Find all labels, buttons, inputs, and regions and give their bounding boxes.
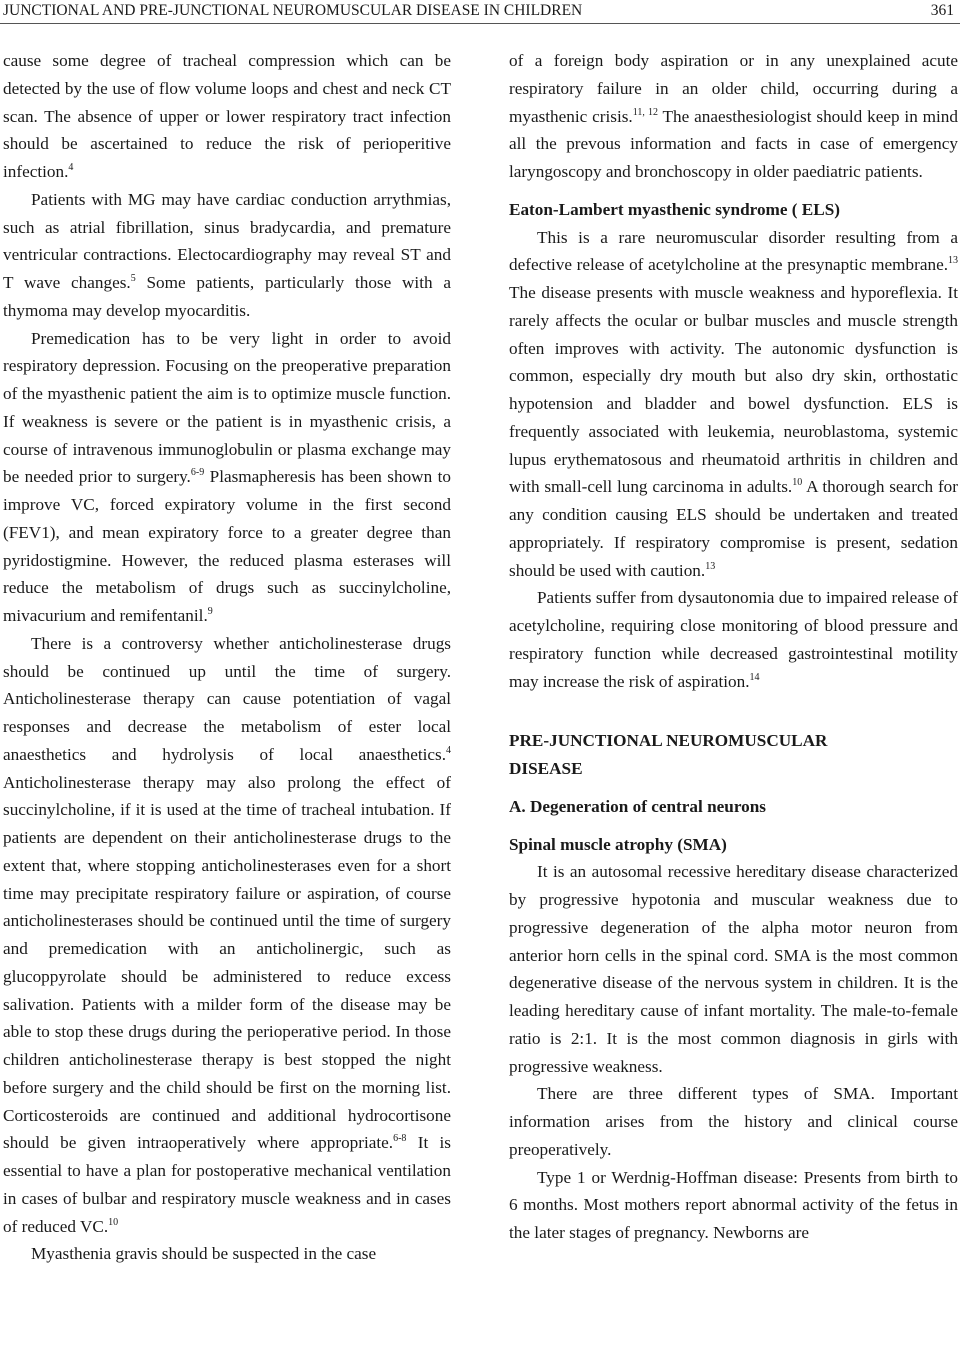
paragraph-text: There are three different types of SMA. Important information arises from the history and clinical course preoperatively. bbox=[509, 1084, 958, 1159]
citation-ref: 6-9 bbox=[190, 467, 205, 479]
running-header bbox=[0, 0, 960, 24]
paragraph-text: Some patients, particularly those with a thymoma may develop myocarditis. bbox=[3, 273, 451, 320]
paragraph bbox=[509, 1080, 958, 1163]
paragraph-text: Plasmapheresis has been shown to improve VC, forced expiratory volume in the first second (FEV1), and mean expiratory force to a greater degree than pyridostigmine. However, the reduced plasma esterases will reduce the metabolism of drugs such as succinylcholine, mivacurium and remifentanil. bbox=[3, 467, 452, 625]
subsection-heading-a: A. Degeneration of central neurons bbox=[509, 796, 766, 816]
paragraph-text: Myasthenia gravis should be suspected in the case bbox=[31, 1244, 377, 1264]
spacer bbox=[509, 186, 958, 196]
heading-line: PRE-JUNCTIONAL NEUROMUSCULAR bbox=[509, 731, 828, 751]
paragraph-text: This is a rare neuromuscular disorder resulting from a defective release of acetylcholine at the presynaptic membrane. bbox=[509, 227, 958, 275]
citation-ref: 14 bbox=[749, 671, 760, 683]
citation-ref: 13 bbox=[948, 255, 958, 267]
paragraph bbox=[3, 1240, 451, 1268]
heading-line: DISEASE bbox=[509, 759, 583, 778]
citation-ref: 4 bbox=[446, 744, 451, 756]
left-column bbox=[3, 47, 451, 1268]
paragraph-text: Patients suffer from dysautonomia due to impaired release of acetylcholine, requiring close monitoring of blood pressure and respiratory function while decreased gastrointestinal motility may increase the risk of aspiration. bbox=[509, 588, 958, 691]
paragraph-text: There is a controversy whether anticholinesterase drugs should be continued up until the time of surgery. Anticholinesterase therapy can cause potentiation of vagal responses and decrease the metabolism of ester local anaesthetics and hydrolysis of local anaesthetics. bbox=[3, 633, 451, 764]
citation-ref: 4 bbox=[68, 162, 74, 173]
citation-ref: 11, 12 bbox=[632, 106, 658, 118]
paragraph-text: A thorough search for any condition causing ELS should be undertaken and treated appropriately. If respiratory compromise is present, sedation should be used with caution. bbox=[509, 477, 958, 580]
paragraph bbox=[509, 584, 958, 695]
spacer bbox=[509, 695, 958, 727]
paragraph-text: Patients with MG may have cardiac conduction arrythmias, such as atrial fibrillation, sinus bradycardia, and premature ventricular contractions. Electocardiography may reveal ST and T wave changes. bbox=[3, 189, 451, 292]
paragraph-text: It is essential to have a plan for postoperative mechanical ventilation in cases of bulbar and respiratory muscle weakness and in cases of reduced VC. bbox=[3, 1133, 451, 1236]
section-heading-main bbox=[509, 727, 958, 783]
citation-ref: 13 bbox=[705, 560, 716, 572]
running-title: JUNCTIONAL AND PRE-JUNCTIONAL NEUROMUSCULAR DISEASE IN CHILDREN bbox=[3, 2, 583, 19]
citation-ref: 10 bbox=[792, 477, 803, 489]
spacer bbox=[509, 783, 958, 793]
paragraph bbox=[3, 325, 451, 630]
paragraph-text: The disease presents with muscle weakness and hyporeflexia. It rarely affects the ocular or bulbar muscles and muscle strength often improves with activity. The autonomic dysfunction is common, especially dry mouth but also dry skin, orthostatic hypotension and bladder and bowel dysfunction. ELS is frequently associated with leukemia, neuroblastoma, systemic lupus erythematosous and rheumatoid arthritis in children and with small-cell lung carcinoma in adults. bbox=[509, 283, 958, 497]
right-column bbox=[509, 47, 958, 1247]
paragraph bbox=[509, 1164, 958, 1247]
paragraph-text: Type 1 or Werdnig-Hoffman disease: Presents from birth to 6 months. Most mothers report abnormal activity of the fetus in the later stages of pregnancy. Newborns are bbox=[509, 1167, 958, 1242]
paragraph-text: cause some degree of tracheal compression which can be detected by the use of flow volume loops and chest and neck CT scan. The absence of upper or lower respiratory tract infection should be ascertained to reduce the risk of perioperitive infection. bbox=[3, 51, 451, 181]
paragraph-text: of a foreign body aspiration or in any unexplained acute respiratory failure in an older child, occurring during a myasthenic crisis. bbox=[509, 51, 958, 126]
paragraph-text: Anticholinesterase therapy may also prolong the effect of succinylcholine, if it is used at the time of tracheal intubation. If patients are dependent on their anticholinesterase drugs to the extent that, where stopping anticholinesterases even for a short time may precipitate respiratory failure or aspiration, of course anticholinesterases should be continued until the time of surgery and premedication with an anticholinergic, such as glucoppyrolate should be administered to reduce excess salivation. Patients with a milder form of the disease may be able to stop these drugs during the perioperative period. In those children anticholinesterase therapy is best stopped the night before surgery and the child should be first on the morning list. Corticosteroids are continued and additional hydrocortisone should be given intraoperatively where appropriate. bbox=[3, 772, 451, 1153]
paragraph bbox=[509, 858, 958, 1080]
paragraph bbox=[3, 630, 451, 1241]
citation-ref: 6-8 bbox=[393, 1133, 407, 1145]
paragraph bbox=[3, 186, 451, 325]
citation-ref: 10 bbox=[108, 1216, 119, 1228]
citation-ref: 5 bbox=[130, 273, 136, 284]
paragraph-text: Premedication has to be very light in order to avoid respiratory depression. Focusing on the preoperative preparation of the myasthenic patient the aim is to optimize muscle function. If weakness is severe or the patient is in myasthenic crisis, a course of intravenous immunoglobulin or plasma exchange may be needed prior to surgery. bbox=[3, 328, 451, 487]
page-number: 361 bbox=[930, 2, 954, 19]
subsection-heading-sma: Spinal muscle atrophy (SMA) bbox=[509, 834, 727, 854]
paragraph bbox=[3, 47, 451, 186]
paragraph bbox=[509, 224, 958, 585]
citation-ref: 9 bbox=[207, 606, 213, 617]
paragraph-text: The anaesthesiologist should keep in mind all the prevous information and facts in case of emergency laryngoscopy and bronchoscopy in older paediatric patients. bbox=[509, 106, 958, 181]
paragraph-text: It is an autosomal recessive hereditary disease characterized by progressive hypotonia and muscular weakness due to progressive degeneration of the alpha motor neuron from anterior horn cells in the spinal cord. SMA is the most common degenerative disease of the nervous system in children. It is the leading hereditary cause of infant mortality. The male-to-female ratio is 2:1. It is the most common diagnosis in girls with progressive weakness. bbox=[509, 862, 958, 1076]
section-heading-els: Eaton-Lambert myasthenic syndrome ( ELS) bbox=[509, 199, 841, 219]
spacer bbox=[509, 821, 958, 831]
paragraph bbox=[509, 47, 958, 186]
